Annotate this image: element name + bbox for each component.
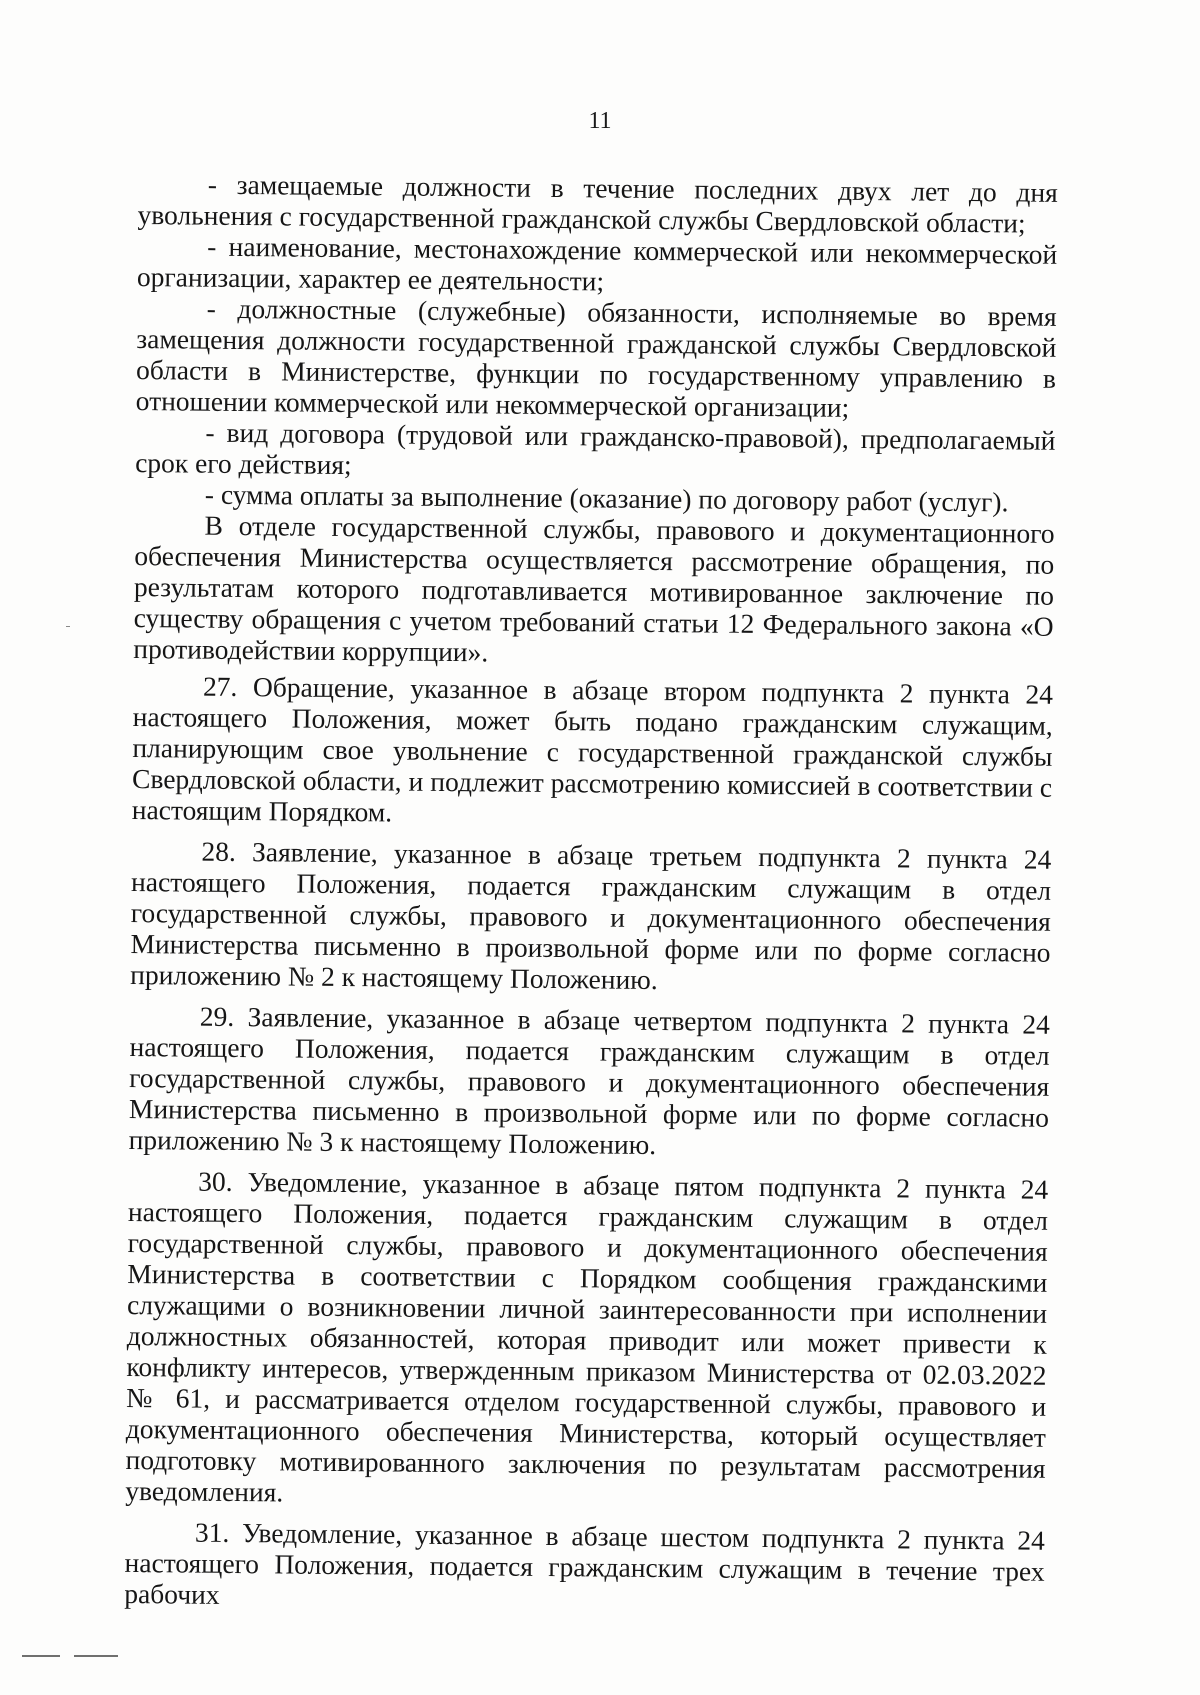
- paragraph-item-28: 28. Заявление, указанное в абзаце третьем подпункта 2 пункта 24 настоящего Положения, подается гражданским служащим в отдел государственной службы, правового и документационного обеспечения Министерства письменно в произвольной форме или по форме согласно приложению № 2 к настоящему Положению.: [130, 835, 1052, 996]
- paragraph-official-duties: - должностные (служебные) обязанности, исполняемые во время замещения должности государственной гражданской службы Свердловской области в Министерстве, функции по государственному управлению в отношении коммерческой или некоммерческой организации;: [135, 292, 1057, 423]
- document-body: [124, 168, 1058, 1618]
- paragraph-item-31: 31. Уведомление, указанное в абзаце шестом подпункта 2 пункта 24 настоящего Положения, подается гражданским служащим в течение трех рабочих: [124, 1516, 1046, 1610]
- scan-artifact-dot: [66, 626, 70, 627]
- paragraph-department-review: В отделе государственной службы, правового и документационного обеспечения Министерства осуществляется рассмотрение обращения, по результатам которого подготавливается мотивированное заключение по существу обращения с учетом требований статьи 12 Федерального закона «О противодействии коррупции».: [133, 509, 1055, 668]
- paragraph-item-27: 27. Обращение, указанное в абзаце втором подпункта 2 пункта 24 настоящего Положения, может быть подано гражданским служащим, планирующим свое увольнение с государственной гражданской службы Свердловской области, и подлежит рассмотрению комиссией в соответствии с настоящим Порядком.: [131, 670, 1054, 828]
- page-number: 11: [588, 108, 612, 134]
- paragraph-contract-type: - вид договора (трудовой или гражданско-правовой), предполагаемый срок его действия;: [135, 416, 1056, 481]
- paragraph-item-29: 29. Заявление, указанное в абзаце четвертом подпункта 2 пункта 24 настоящего Положения, подается гражданским служащим в отдел государственной службы, правового и документационного обеспечения Министерства письменно в произвольной форме или по форме согласно приложению № 3 к настоящему Положению.: [128, 1000, 1050, 1161]
- paragraph-organization-name: - наименование, местонахождение коммерческой или некоммерческой организации, характер ее деятельности;: [136, 230, 1058, 297]
- scan-artifact-line: [22, 1655, 118, 1657]
- paragraph-positions-held: - замещаемые должности в течение последних двух лет до дня увольнения с государственной гражданской службы Свердловской области;: [137, 168, 1058, 239]
- paragraph-item-30: 30. Уведомление, указанное в абзаце пятом подпункта 2 пункта 24 настоящего Положения, подается гражданским служащим в отдел государственной службы, правового и документационного обеспечения Министерства в соответствии с Порядком сообщения гражданскими служащими о возникновении личной заинтересованности при исполнении должностных обязанностей, которая приводит или может привести к конфликту интересов, утвержденным приказом Министерства от 02.03.2022 № 61, и рассматривается отделом государственной службы, правового и документационного обеспечения Министерства, который осуществляет подготовку мотивированного заключения по результатам рассмотрения уведомления.: [125, 1165, 1049, 1508]
- paragraph-payment-amount: - сумма оплаты за выполнение (оказание) по договору работ (услуг).: [204, 478, 1009, 518]
